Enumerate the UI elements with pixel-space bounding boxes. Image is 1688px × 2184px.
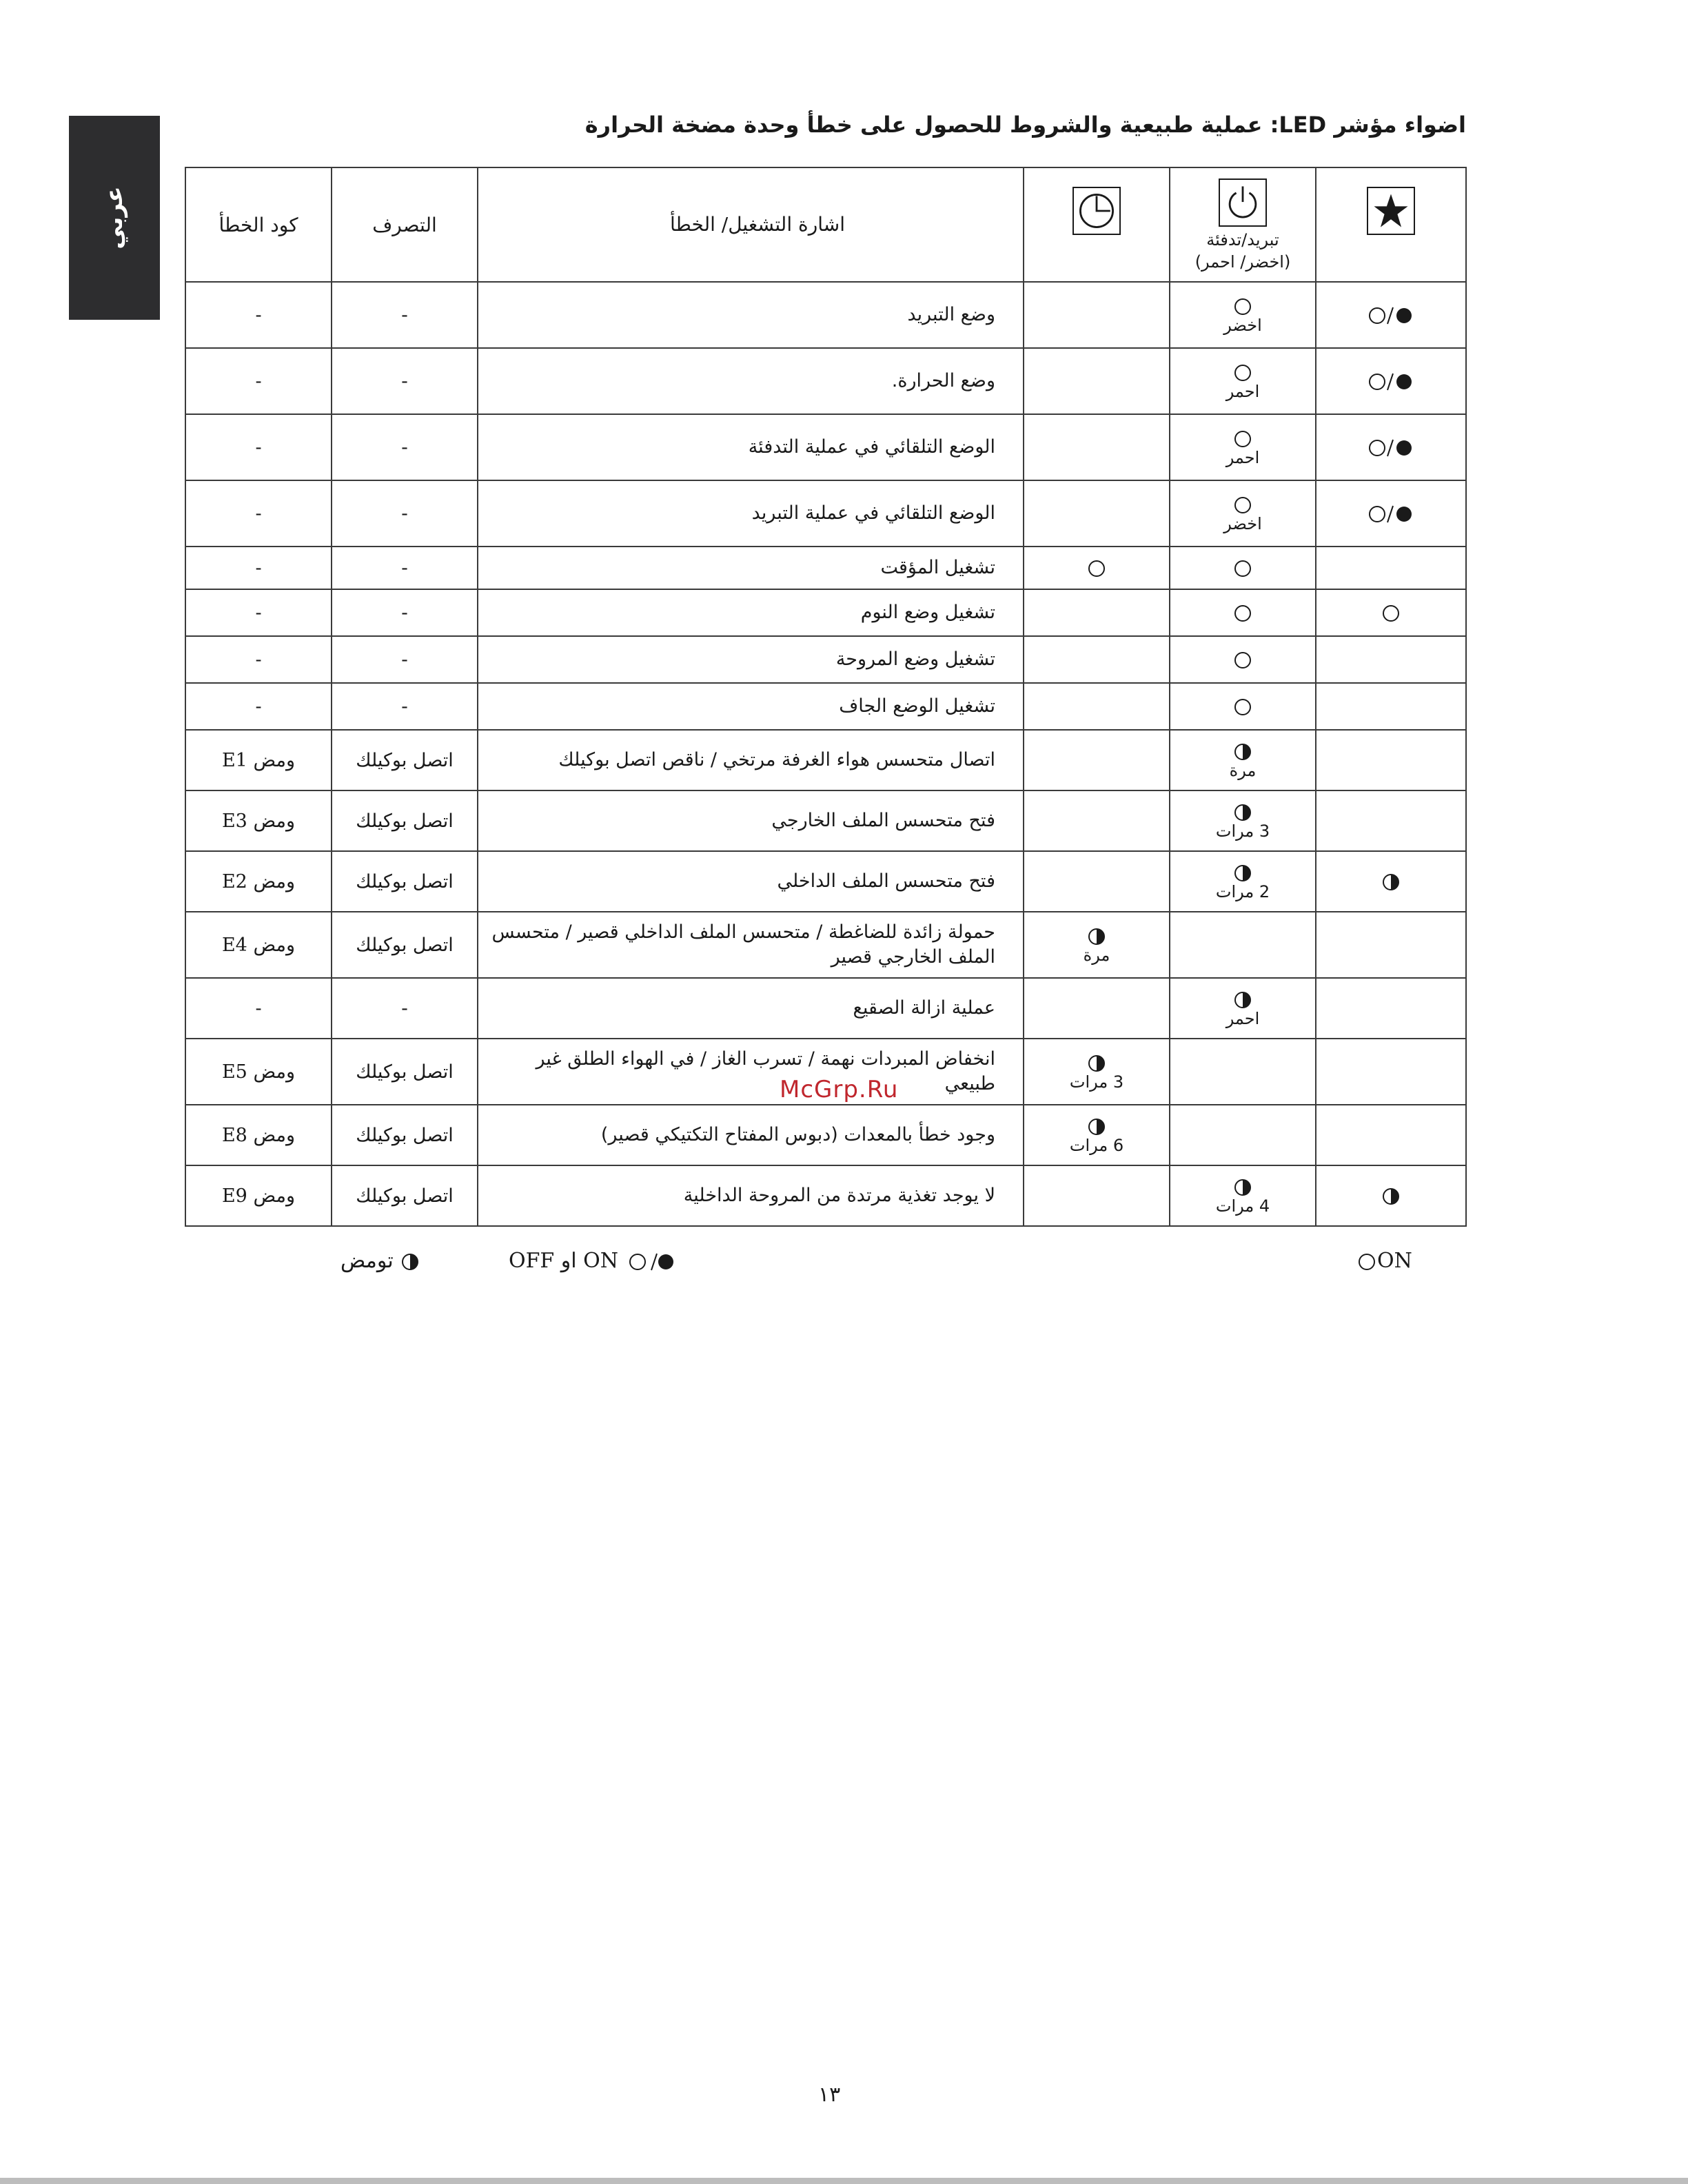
error-code-cell: - — [185, 636, 332, 683]
led-on-off-icon — [1367, 438, 1415, 458]
power-sub-line2: (اخضر/ احمر) — [1194, 252, 1291, 272]
led-flash-icon — [1381, 872, 1401, 892]
timer-cell — [1024, 480, 1170, 547]
timer-note: 6 مرات — [1069, 1136, 1124, 1156]
timer-icon — [1072, 187, 1121, 235]
power-sub-line1: تبريد/تدفئة — [1206, 229, 1279, 249]
led-on-icon — [1381, 604, 1401, 623]
star-cell — [1316, 1039, 1466, 1105]
legend-flash — [340, 1249, 420, 1273]
action-cell: اتصل بوكيلك — [332, 730, 478, 790]
legend-on-off-label: ON او OFF — [509, 1249, 618, 1273]
action-cell: اتصل بوكيلك — [332, 790, 478, 851]
language-tab — [69, 116, 160, 320]
operation-cell: الوضع التلقائي في عملية التدفئة — [478, 414, 1024, 480]
power-note: اخضر — [1223, 316, 1262, 336]
action-cell: اتصل بوكيلك — [332, 1039, 478, 1105]
led-flash-icon — [1233, 742, 1252, 762]
star-cell — [1316, 912, 1466, 978]
timer-cell — [1024, 636, 1170, 683]
error-code-cell: - — [185, 978, 332, 1039]
timer-cell — [1024, 348, 1170, 414]
led-on-icon — [1233, 651, 1252, 670]
power-note: مرة — [1229, 761, 1257, 781]
led-on-icon — [1233, 604, 1252, 623]
action-cell: - — [332, 589, 478, 636]
power-cell — [1170, 1165, 1316, 1226]
operation-cell: وضع التبريد — [478, 282, 1024, 348]
operation-cell: عملية ازالة الصقيع — [478, 978, 1024, 1039]
power-note: 3 مرات — [1215, 821, 1270, 841]
table-row — [185, 978, 1466, 1039]
led-on-icon — [1233, 496, 1252, 515]
watermark: McGrp.Ru — [780, 1076, 899, 1103]
power-note: 2 مرات — [1215, 882, 1270, 902]
power-note: احمر — [1226, 448, 1260, 468]
power-cell — [1170, 978, 1316, 1039]
error-code-cell: - — [185, 282, 332, 348]
timer-cell — [1024, 589, 1170, 636]
header-power — [1170, 167, 1316, 282]
operation-cell: لا يوجد تغذية مرتدة من المروحة الداخلية — [478, 1165, 1024, 1226]
bottom-rule — [0, 2178, 1688, 2184]
power-note: اخضر — [1223, 514, 1262, 534]
error-code-cell: E2 ومض — [185, 851, 332, 912]
operation-cell: تشغيل وضع النوم — [478, 589, 1024, 636]
timer-cell — [1024, 978, 1170, 1039]
operation-cell: فتح متحسس الملف الخارجي — [478, 790, 1024, 851]
legend-on-off — [509, 1249, 676, 1273]
table-row — [185, 348, 1466, 414]
table-row — [185, 1165, 1466, 1226]
header-operation: اشارة التشغيل/ الخطأ — [478, 167, 1024, 282]
power-cell — [1170, 589, 1316, 636]
star-cell — [1316, 636, 1466, 683]
power-cell — [1170, 1105, 1316, 1165]
action-cell: - — [332, 348, 478, 414]
action-cell: اتصل بوكيلك — [332, 1165, 478, 1226]
table-row — [185, 480, 1466, 547]
timer-cell — [1024, 1165, 1170, 1226]
led-on-icon — [1087, 559, 1106, 578]
timer-cell — [1024, 547, 1170, 589]
star-cell — [1316, 730, 1466, 790]
operation-cell: فتح متحسس الملف الداخلي — [478, 851, 1024, 912]
led-on-icon — [1233, 559, 1252, 578]
table-row — [185, 851, 1466, 912]
operation-cell: حمولة زائدة للضاغطة / متحسس الملف الداخلي قصير / متحسس الملف الخارجي قصير — [478, 912, 1024, 978]
star-cell — [1316, 851, 1466, 912]
action-cell: - — [332, 480, 478, 547]
operation-cell: وضع الحرارة. — [478, 348, 1024, 414]
led-flash-icon — [1233, 1178, 1252, 1197]
power-cell — [1170, 730, 1316, 790]
action-cell: اتصل بوكيلك — [332, 912, 478, 978]
led-on-off-icon — [1367, 372, 1415, 391]
operation-cell: تشغيل وضع المروحة — [478, 636, 1024, 683]
led-flash-icon — [1233, 990, 1252, 1010]
led-on-icon — [1233, 697, 1252, 717]
timer-cell — [1024, 683, 1170, 730]
error-code-cell: - — [185, 589, 332, 636]
action-cell: - — [332, 414, 478, 480]
led-flash-icon — [1087, 1054, 1106, 1073]
action-cell: - — [332, 683, 478, 730]
operation-cell: انخفاض المبردات نهمة / تسرب الغاز / في الهواء الطلق غير طبيعي — [478, 1039, 1024, 1105]
led-on-off-icon — [1367, 306, 1415, 325]
power-cell — [1170, 480, 1316, 547]
table-row — [185, 589, 1466, 636]
power-cell — [1170, 851, 1316, 912]
header-star — [1316, 167, 1466, 282]
action-cell: اتصل بوكيلك — [332, 851, 478, 912]
error-code-cell: - — [185, 547, 332, 589]
table-row — [185, 414, 1466, 480]
led-flash-icon — [1233, 864, 1252, 883]
star-cell — [1316, 414, 1466, 480]
error-code-cell: - — [185, 414, 332, 480]
star-cell — [1316, 547, 1466, 589]
error-code-cell: E3 ومض — [185, 790, 332, 851]
timer-cell — [1024, 730, 1170, 790]
operation-cell: اتصال متحسس هواء الغرفة مرتخي / ناقص اتصل بوكيلك — [478, 730, 1024, 790]
power-cell — [1170, 547, 1316, 589]
table-row — [185, 790, 1466, 851]
led-indicator-table — [185, 167, 1467, 1227]
star-cell — [1316, 683, 1466, 730]
legend-on — [1356, 1249, 1412, 1273]
table-row — [185, 912, 1466, 978]
timer-note: مرة — [1083, 946, 1110, 966]
led-on-icon — [1233, 429, 1252, 449]
table-row — [185, 730, 1466, 790]
power-cell — [1170, 912, 1316, 978]
power-note: احمر — [1226, 1009, 1260, 1029]
action-cell: - — [332, 547, 478, 589]
table-header-row — [185, 167, 1466, 282]
timer-cell — [1024, 1039, 1170, 1105]
star-cell — [1316, 1105, 1466, 1165]
power-cell — [1170, 790, 1316, 851]
action-cell: اتصل بوكيلك — [332, 1105, 478, 1165]
led-on-off-icon — [1367, 504, 1415, 524]
error-code-cell: - — [185, 683, 332, 730]
led-on-icon — [1233, 297, 1252, 316]
power-cell — [1170, 282, 1316, 348]
power-note: احمر — [1226, 382, 1260, 402]
table-row — [185, 636, 1466, 683]
timer-cell — [1024, 282, 1170, 348]
timer-cell — [1024, 414, 1170, 480]
timer-cell — [1024, 851, 1170, 912]
page-title: اضواء مؤشر LED: عملية طبيعية والشروط للحصول على خطأ وحدة مضخة الحرارة — [584, 112, 1466, 138]
legend-on-label: ON — [1377, 1249, 1412, 1273]
action-cell: - — [332, 978, 478, 1039]
on-circle-icon — [1356, 1252, 1377, 1272]
timer-note: 3 مرات — [1069, 1072, 1124, 1092]
led-flash-icon — [1381, 1187, 1401, 1206]
operation-cell: تشغيل المؤقت — [478, 547, 1024, 589]
error-code-cell: - — [185, 480, 332, 547]
led-flash-icon — [1233, 803, 1252, 822]
led-flash-icon — [1087, 927, 1106, 946]
header-action: التصرف — [332, 167, 478, 282]
power-cell — [1170, 414, 1316, 480]
star-cell — [1316, 978, 1466, 1039]
star-cell — [1316, 790, 1466, 851]
operation-cell: الوضع التلقائي في عملية التبريد — [478, 480, 1024, 547]
page-number: ١٣ — [818, 2083, 841, 2107]
star-cell — [1316, 480, 1466, 547]
error-code-cell: E4 ومض — [185, 912, 332, 978]
led-on-icon — [1233, 363, 1252, 382]
operation-cell: تشغيل الوضع الجاف — [478, 683, 1024, 730]
action-cell: - — [332, 636, 478, 683]
header-error-code: كود الخطأ — [185, 167, 332, 282]
operation-cell: وجود خطأ بالمعدات (دبوس المفتاح التكتيكي قصير) — [478, 1105, 1024, 1165]
action-cell: - — [332, 282, 478, 348]
legend-flash-label: تومض — [340, 1249, 394, 1273]
star-icon — [1367, 187, 1415, 235]
power-cell — [1170, 348, 1316, 414]
power-icon — [1219, 178, 1267, 227]
error-code-cell: E9 ومض — [185, 1165, 332, 1226]
power-note: 4 مرات — [1215, 1196, 1270, 1216]
on-off-circles-icon — [625, 1252, 676, 1272]
star-cell — [1316, 348, 1466, 414]
error-code-cell: E5 ومض — [185, 1039, 332, 1105]
power-cell — [1170, 683, 1316, 730]
star-cell — [1316, 1165, 1466, 1226]
error-code-cell: E8 ومض — [185, 1105, 332, 1165]
star-cell — [1316, 282, 1466, 348]
power-cell — [1170, 636, 1316, 683]
timer-cell — [1024, 790, 1170, 851]
header-timer — [1024, 167, 1170, 282]
language-tab-label: عربي — [101, 186, 128, 249]
power-cell — [1170, 1039, 1316, 1105]
flash-half-circle-icon — [400, 1252, 420, 1272]
table-row — [185, 547, 1466, 589]
table-row — [185, 1105, 1466, 1165]
timer-cell — [1024, 1105, 1170, 1165]
timer-cell — [1024, 912, 1170, 978]
table-row — [185, 282, 1466, 348]
error-code-cell: - — [185, 348, 332, 414]
led-flash-icon — [1087, 1117, 1106, 1136]
star-cell — [1316, 589, 1466, 636]
error-code-cell: E1 ومض — [185, 730, 332, 790]
table-row — [185, 683, 1466, 730]
